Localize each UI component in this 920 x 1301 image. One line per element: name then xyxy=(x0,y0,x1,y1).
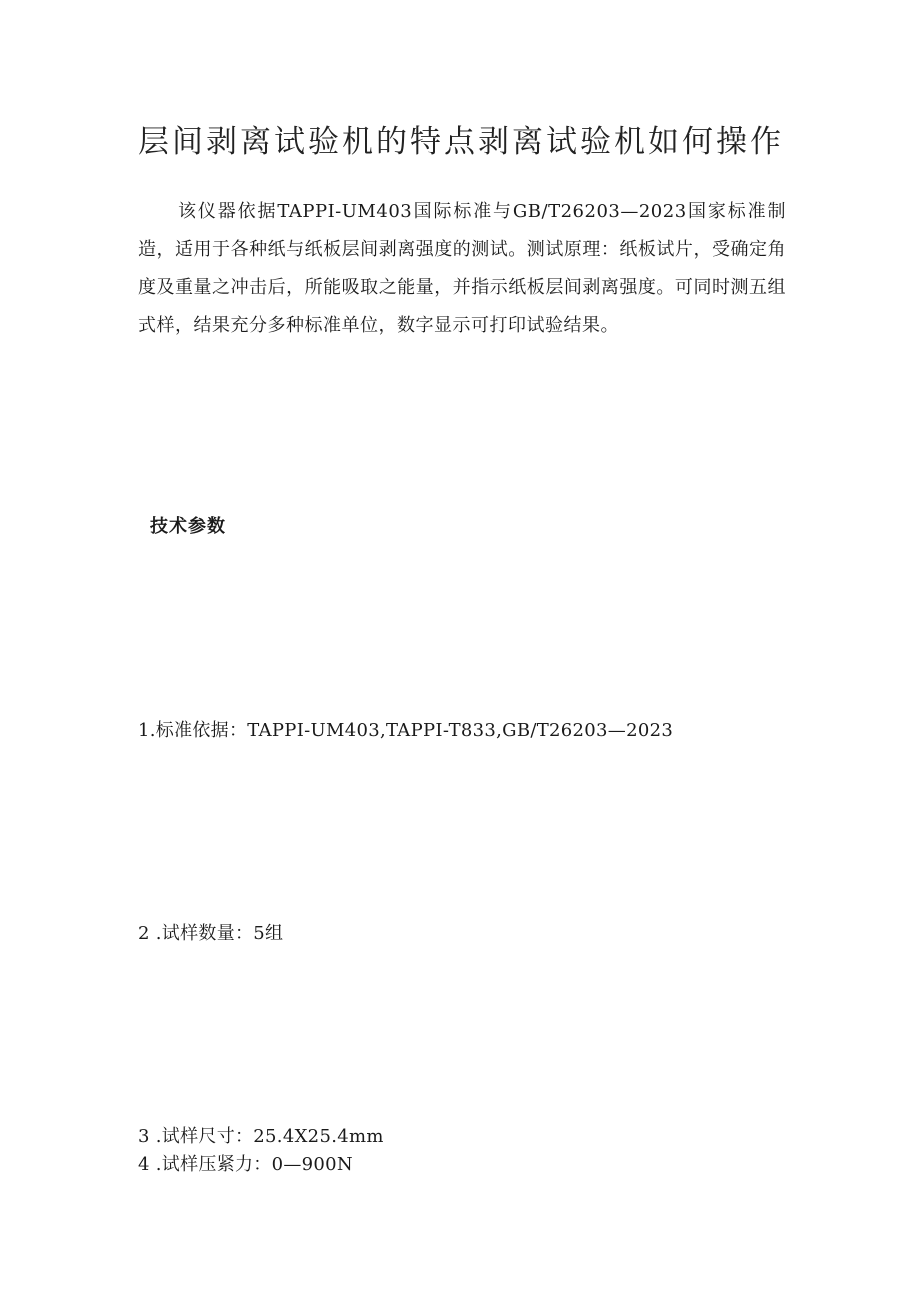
document-title: 层间剥离试验机的特点剥离试验机如何操作 xyxy=(138,124,784,160)
param-item-standard: 1.标准依据：TAPPI-UM403,TAPPI-T833,GB/T26203—2023 xyxy=(138,720,674,741)
param-item-sample-count: 2 .试样数量：5组 xyxy=(138,923,284,944)
section-heading-tech-params: 技术参数 xyxy=(150,516,226,537)
intro-paragraph: 该仪器依据TAPPI-UM403国际标准与GB/T26203—2023国家标准制造，适用于各种纸与纸板层间剥离强度的测试。测试原理：纸板试片，受确定角度及重量之冲击后，所能吸取之能量，并指示纸板层间剥离强度。可同时测五组式样，结果充分多种标准单位，数字显示可打印试验结果。 xyxy=(138,201,786,336)
param-item-clamp-force: 4 .试样压紧力：0—900N xyxy=(138,1154,353,1175)
param-item-sample-size: 3 .试样尺寸：25.4X25.4mm xyxy=(138,1126,384,1147)
